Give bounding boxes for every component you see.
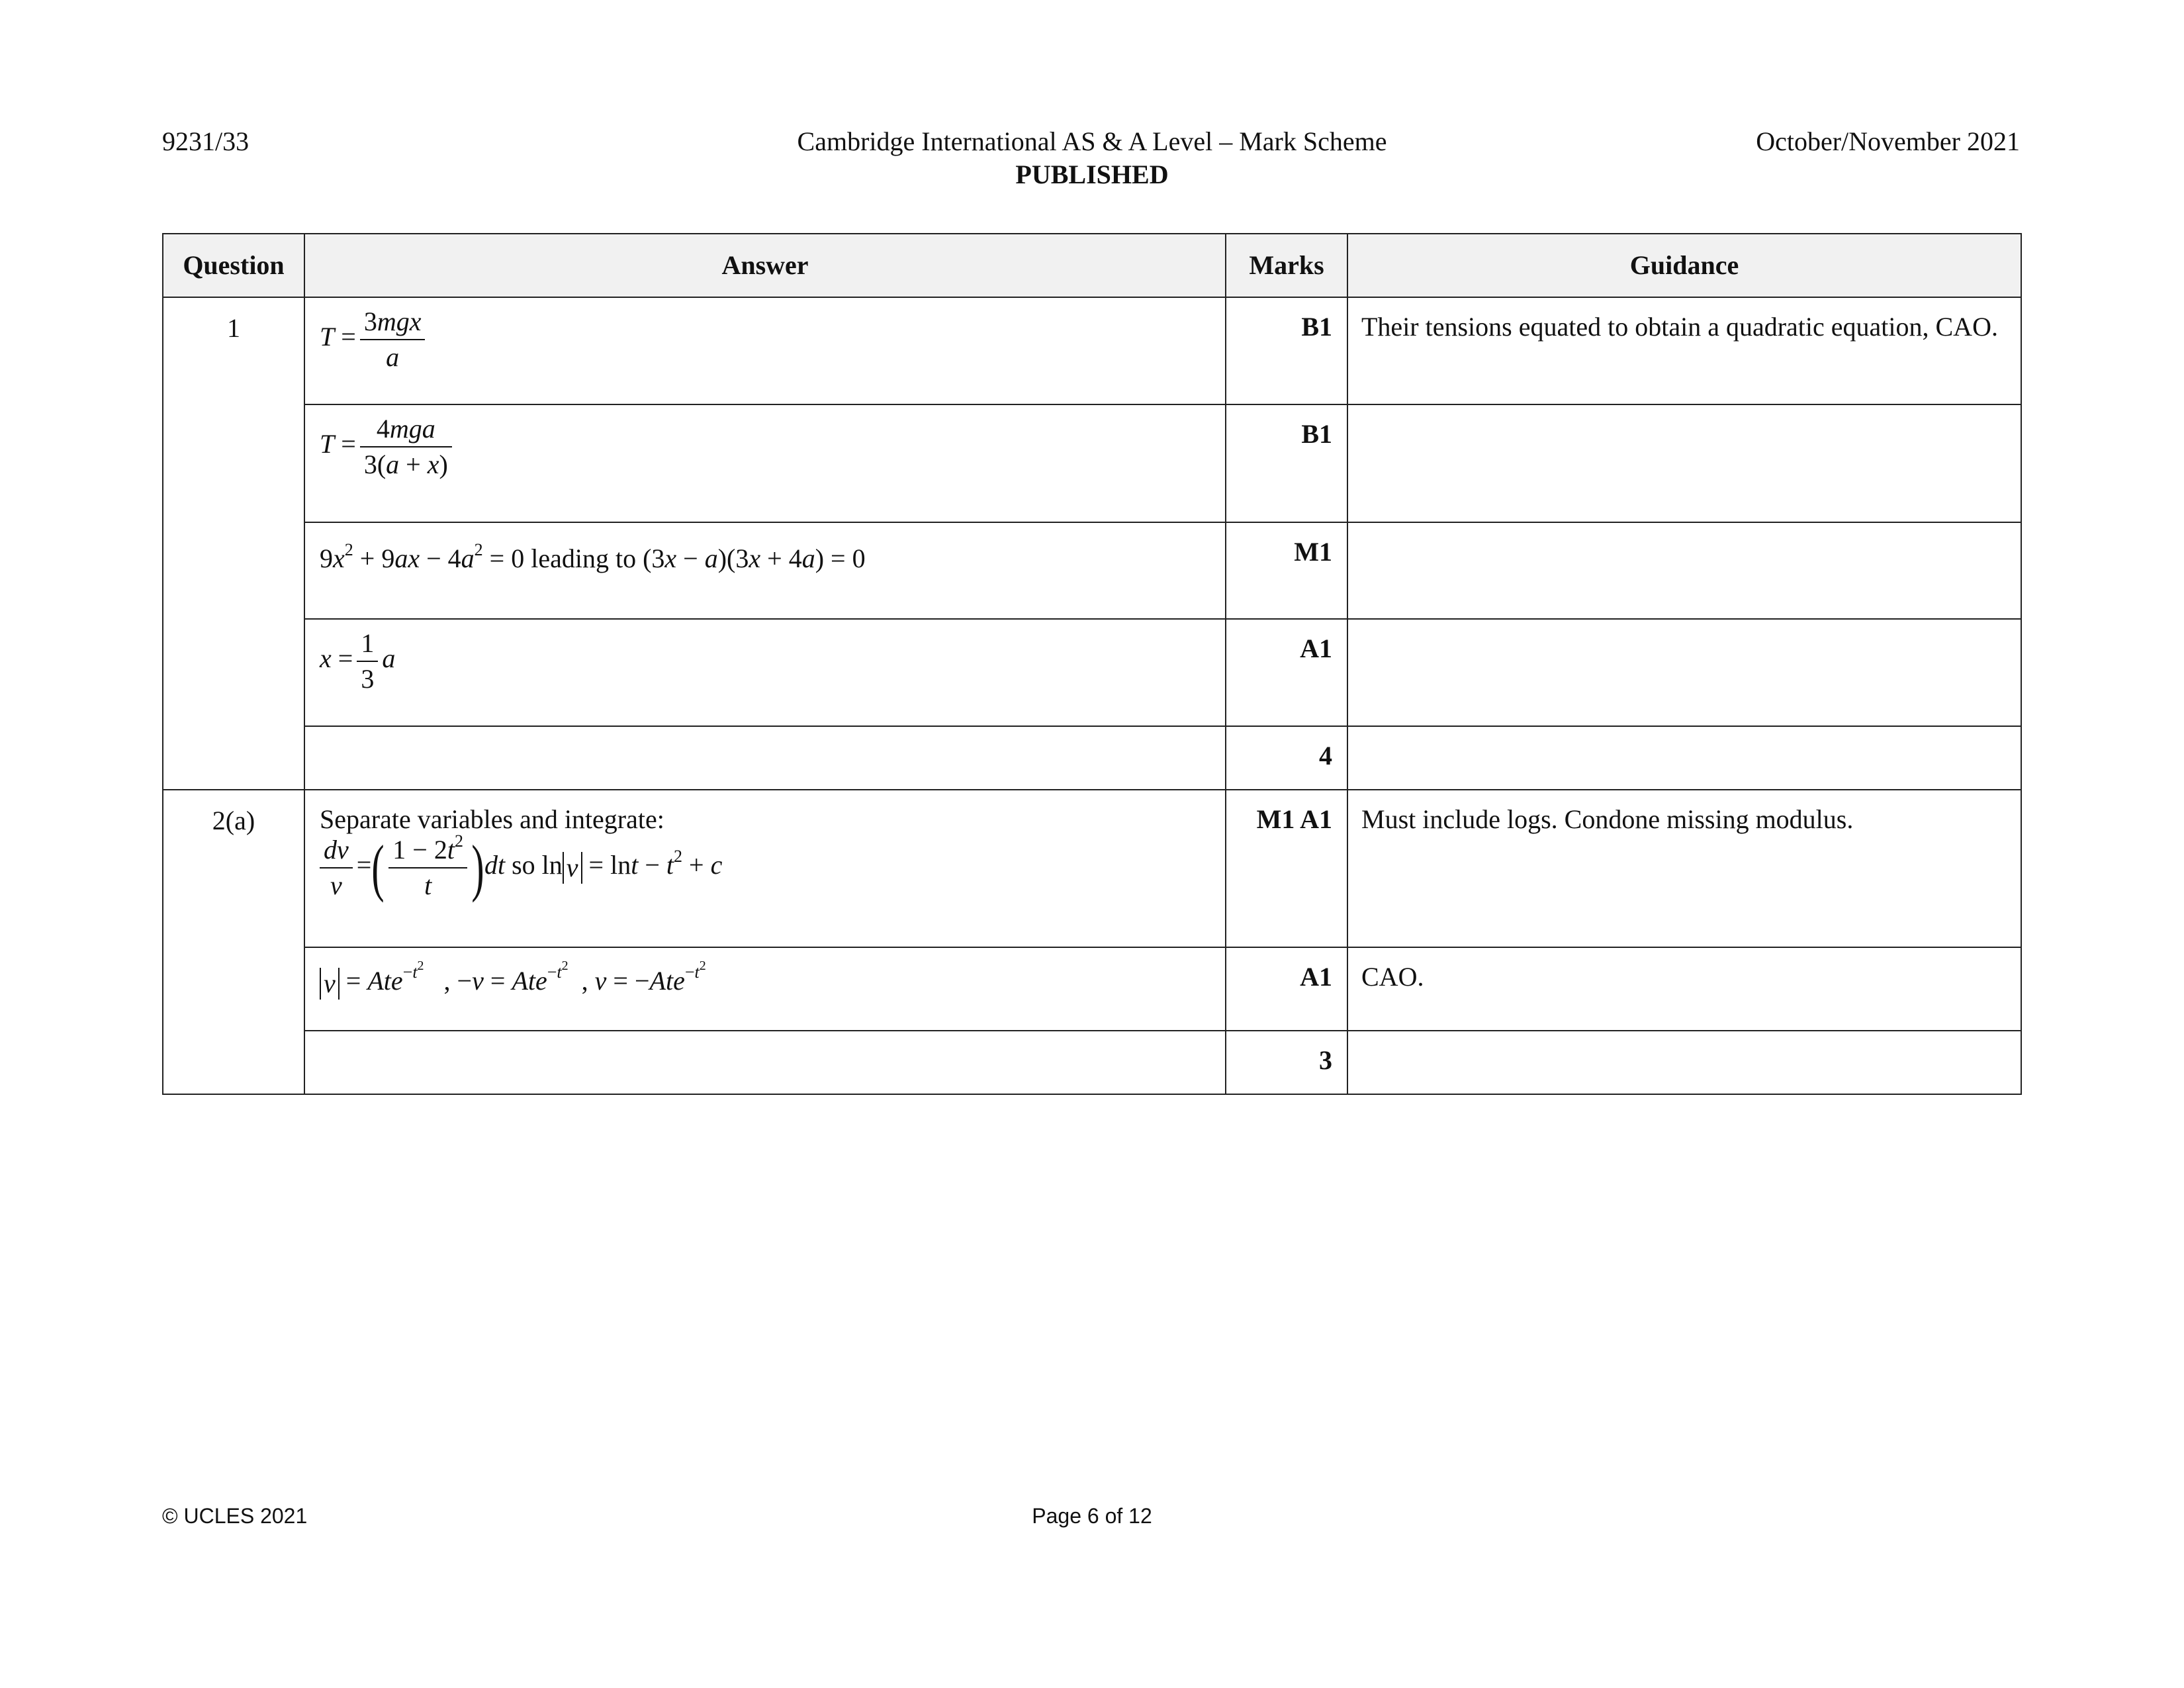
table-row [163,947,2021,1031]
quadratic-equation: $9x^2 + 9ax - 4a^2 = 0$ [320,540,531,573]
marks-cell: A1 [1226,619,1347,726]
column-header-answer: Answer [304,234,1226,297]
answer-cell [304,726,1226,790]
tension-expression-1: T = $\frac{\text{3mgx}}{a}$ [320,322,429,352]
guidance-cell [1347,404,2021,522]
separated-variables-equation: $\frac{dv}{v}$ =( $\frac{1 - 2t^2}{t}$ )dt [320,850,512,880]
leading-to-text: leading to [531,543,637,573]
so-text: so [512,850,535,880]
table-row [163,790,2021,947]
guidance-cell [1347,726,2021,790]
answer-cell [304,947,1226,1031]
question-number: 1 [163,297,304,790]
marks-cell: B1 [1226,297,1347,404]
column-header-marks: Marks [1226,234,1347,297]
paper-code: 9231/33 [162,126,250,156]
column-header-question: Question [163,234,304,297]
answer-cell [304,790,1226,947]
page-number: Page 6 of 12 [1032,1504,1152,1528]
table-row [163,522,2021,619]
answer-cell [304,1031,1226,1094]
question-number: 2(a) [163,790,304,1094]
guidance-cell: Must include logs. Condone missing modulus. [1347,790,2021,947]
marks-cell: B1 [1226,404,1347,522]
answer-intro-text: Separate variables and integrate: [320,804,664,834]
guidance-cell [1347,522,2021,619]
table-row [163,404,2021,522]
published-label: PUBLISHED [1015,160,1169,189]
marks-cell: M1 A1 [1226,790,1347,947]
total-marks-cell: 3 [1226,1031,1347,1094]
column-header-guidance: Guidance [1347,234,2021,297]
solution-x: x = $\frac{1}{3}$ a [320,628,396,694]
table-row [163,619,2021,726]
guidance-cell: Their tensions equated to obtain a quadratic equation, CAO. [1347,297,2021,404]
answer-cell [304,522,1226,619]
table-row [163,1031,2021,1094]
marks-cell: M1 [1226,522,1347,619]
answer-cell [304,404,1226,522]
marks-cell: A1 [1226,947,1347,1031]
copyright-notice: © UCLES 2021 [162,1504,308,1528]
total-marks-cell: 4 [1226,726,1347,790]
table-row [163,726,2021,790]
mark-scheme-table [162,233,2022,1095]
integrated-equation: $\ln v = \ln t - t^2 + c$ [541,847,723,882]
guidance-cell: CAO. [1347,947,2021,1031]
document-title: Cambridge International AS & A Level – Mark Scheme [797,126,1387,156]
tension-expression-2: T = $\frac{\text{4mga}}{3(a + x)}$ [320,429,456,459]
exam-session: October/November 2021 [1756,126,2020,156]
factorised-equation: (3x − a)(3x + 4a) = 0 [643,543,866,573]
table-row [163,297,2021,404]
answer-cell [304,619,1226,726]
answer-cell [304,297,1226,404]
guidance-cell [1347,1031,2021,1094]
guidance-cell [1347,619,2021,726]
velocity-expressions: v = Ate$^{-t^2}$ , −v = Ate$^{-t^2}$ , v = −Ate$^{-t^2}$ [320,966,706,996]
table-header-row [163,234,2021,297]
